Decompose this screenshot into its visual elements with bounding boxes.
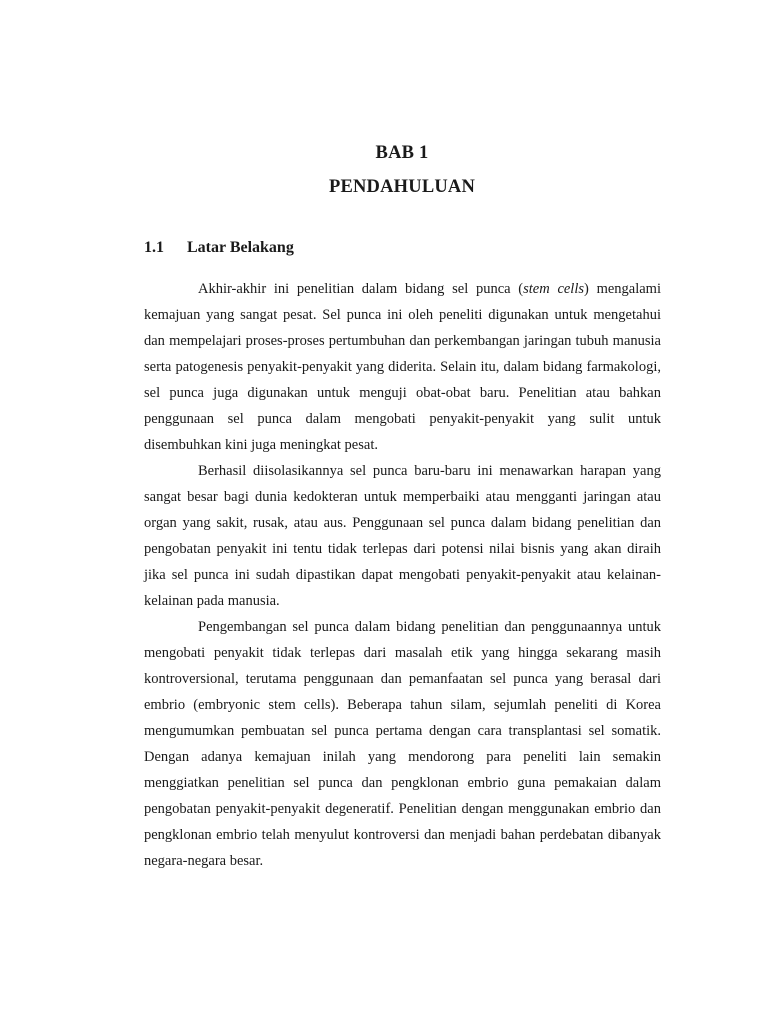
paragraph-1 [144, 276, 661, 458]
section-heading [144, 239, 294, 257]
paragraph-1-text-after: ) mengalami kemajuan yang sangat pesat. Sel punca ini oleh peneliti digunakan untuk mengetahui dan mempelajari proses-proses pertumbuhan dan perkembangan jaringan tubuh manusia serta patogenesis penyakit-penyakit yang diderita. Selain itu, dalam bidang farmakologi, sel punca juga digunakan untuk menguji obat-obat baru. Penelitian atau bahkan penggunaan sel punca dalam mengobati penyakit-penyakit yang sulit untuk disembuhkan kini juga meningkat pesat. [144, 281, 661, 453]
chapter-number: BAB 1 [375, 143, 429, 163]
paragraph-1-emphasis: stem cells [523, 281, 585, 297]
section-title: Latar Belakang [187, 239, 294, 256]
paragraph-1-text-before: Akhir-akhir ini penelitian dalam bidang sel punca ( [198, 281, 524, 297]
chapter-title: PENDAHULUAN [328, 177, 476, 197]
section-number: 1.1 [144, 239, 164, 256]
body-text [144, 276, 661, 874]
paragraph-2: Berhasil diisolasikannya sel punca baru-baru ini menawarkan harapan yang sangat besar bagi dunia kedokteran untuk memperbaiki atau mengganti jaringan atau organ yang sakit, rusak, atau aus. Penggunaan sel punca dalam bidang penelitian dan pengobatan penyakit ini tentu tidak terlepas dari potensi nilai bisnis yang akan diraih jika sel punca ini sudah dipastikan dapat mengobati penyakit-penyakit atau kelainan-kelainan pada manusia. [144, 463, 661, 609]
paragraph-3: Pengembangan sel punca dalam bidang penelitian dan penggunaannya untuk mengobati penyakit tidak terlepas dari masalah etik yang hingga sekarang masih kontroversional, terutama penggunaan dan pemanfaatan sel punca yang berasal dari embrio (embryonic stem cells). Beberapa tahun silam, sejumlah peneliti di Korea mengumumkan pembuatan sel punca pertama dengan cara transplantasi sel somatik. Dengan adanya kemajuan inilah yang mendorong para peneliti lain semakin menggiatkan penelitian sel punca dan pengklonan embrio guna pemakaian dalam pengobatan penyakit-penyakit degeneratif. Penelitian dengan menggunakan embrio dan pengklonan embrio telah menyulut kontroversi dan menjadi bahan perdebatan dibanyak negara-negara besar. [144, 619, 661, 869]
